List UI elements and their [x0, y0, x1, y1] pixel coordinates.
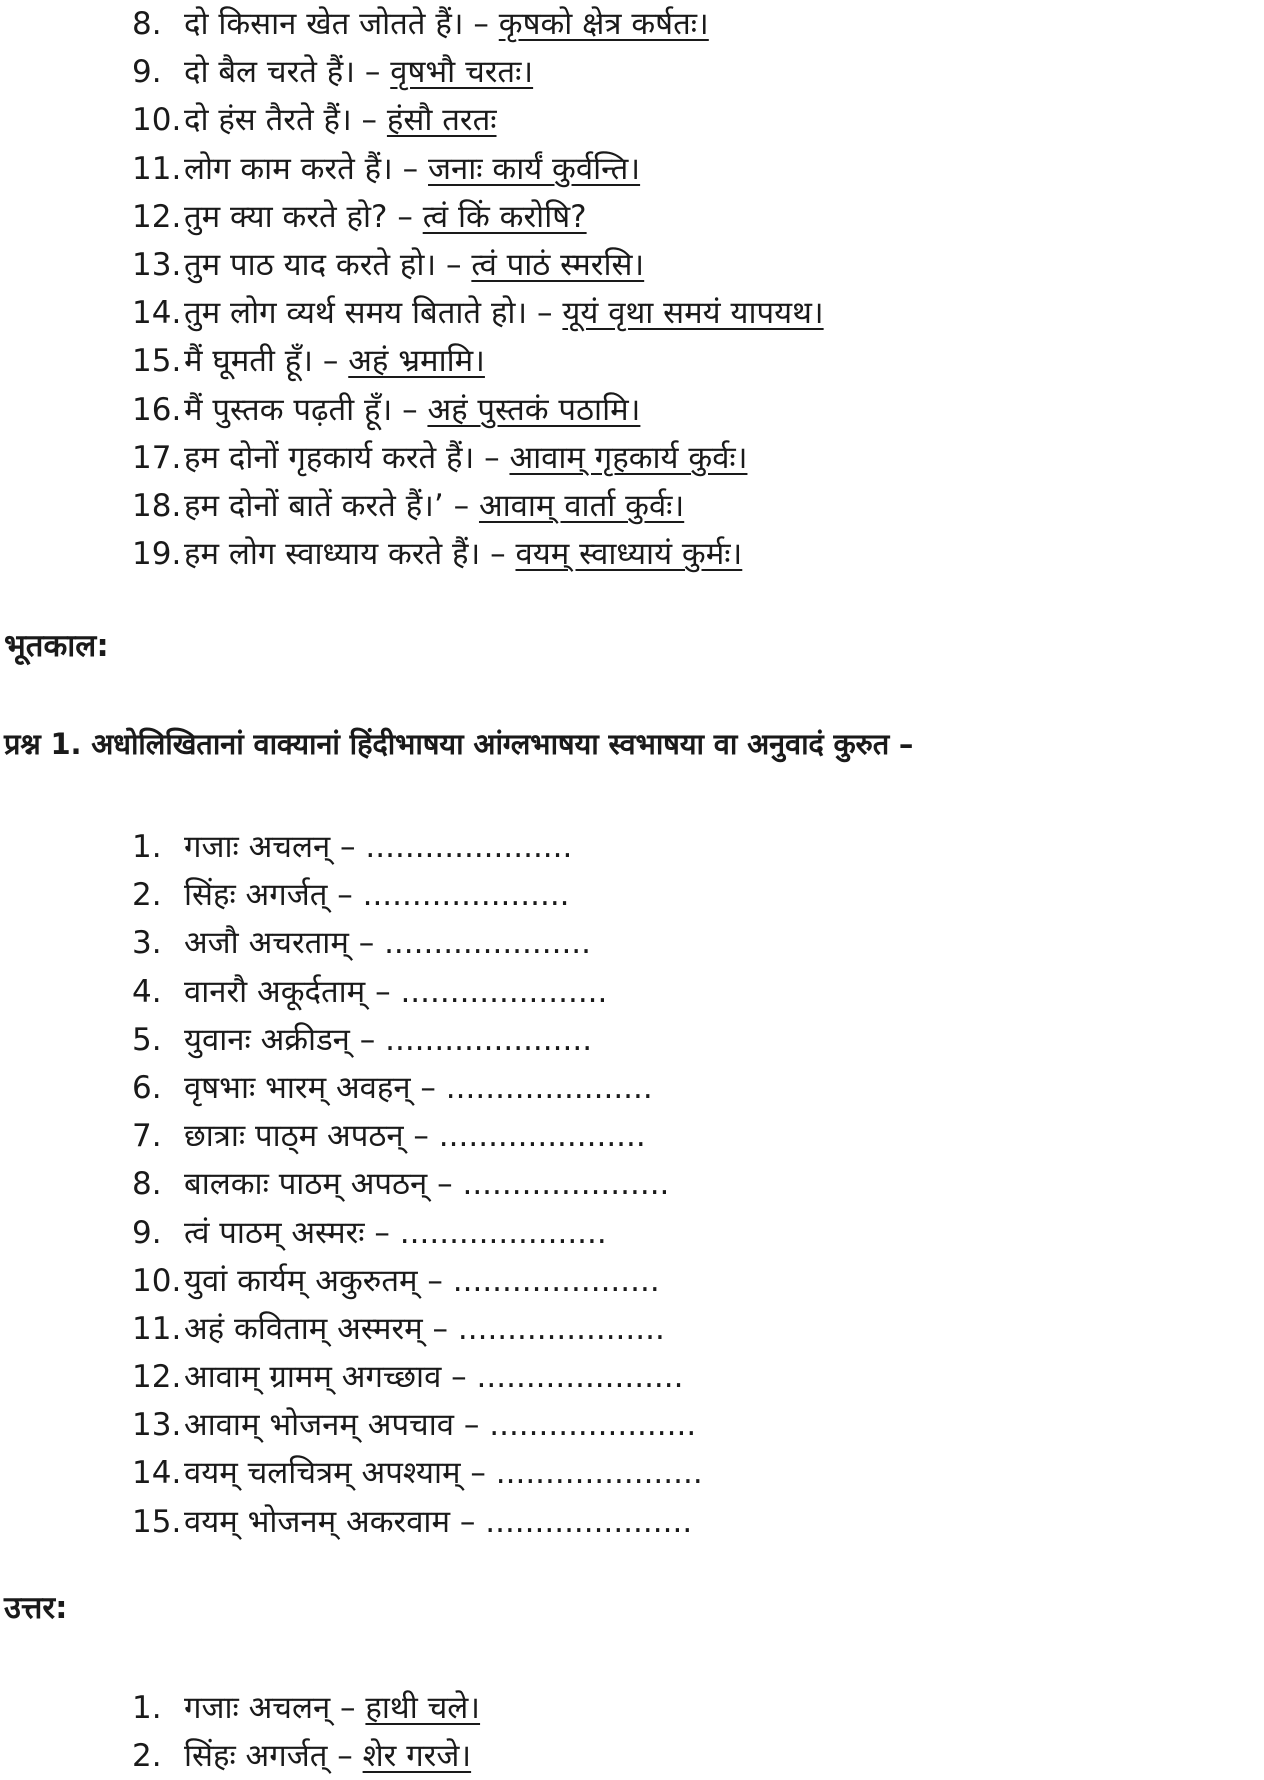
item-number: 10.	[132, 102, 182, 139]
dash-separator: –	[387, 198, 423, 235]
sanskrit-translation: आवाम् गृहकार्य कुर्वः।	[509, 439, 748, 476]
sanskrit-sentence: वयम् चलचित्रम् अपश्याम्	[184, 1455, 461, 1492]
sanskrit-sentence: युवानः अक्रीडन्	[184, 1021, 350, 1058]
sanskrit-translation: वयम् स्वाध्यायं कुर्मः।	[515, 536, 743, 573]
item-number: 1.	[132, 1690, 162, 1726]
item-number: 2.	[132, 877, 162, 914]
sanskrit-sentence: आवाम् ग्रामम् अगच्छाव	[184, 1359, 442, 1396]
item-number: 12.	[132, 198, 182, 235]
dash-separator: –	[364, 1214, 400, 1251]
dash-separator: –	[427, 1166, 463, 1203]
answer-blank: .....................	[445, 1069, 653, 1106]
answer-blank: .....................	[384, 925, 592, 962]
sanskrit-translation: त्वं पाठं स्मरसि।	[471, 246, 645, 283]
answer-heading: उत्तर:	[4, 1590, 68, 1626]
dash-separator: –	[355, 54, 391, 91]
question-text: प्रश्न 1. अधोलिखितानां वाक्यानां हिंदीभाषया आंग्लभाषया स्वभाषया वा अनुवादं कुरुत –	[4, 727, 914, 761]
dash-separator: –	[443, 487, 479, 524]
sanskrit-sentence: युवां कार्यम् अकुरुतम्	[184, 1262, 418, 1299]
list-item	[132, 434, 824, 482]
item-number: 8.	[132, 6, 162, 42]
item-number: 12.	[132, 1359, 182, 1396]
hindi-sentence: मैं पुस्तक पढ़ती हूँ।	[184, 391, 393, 428]
item-number: 5.	[132, 1021, 162, 1058]
answer-blank: .....................	[452, 1262, 660, 1299]
hindi-translation: शेर गरजे।	[362, 1738, 472, 1775]
list-item	[132, 1016, 703, 1064]
sanskrit-sentence: वानरौ अकूर्दताम्	[184, 973, 366, 1010]
sanskrit-translation: अहं पुस्तकं पठामि।	[427, 391, 641, 428]
past-tense-heading: भूतकाल:	[4, 628, 109, 664]
dash-separator: –	[392, 150, 429, 187]
dash-separator: –	[441, 1359, 477, 1396]
dash-separator: –	[392, 391, 428, 428]
list-item	[132, 145, 824, 193]
item-number: 19.	[132, 536, 182, 573]
answer-blank: .....................	[362, 877, 570, 914]
item-number: 9.	[132, 54, 162, 91]
exercise-list	[132, 823, 703, 1546]
list-item	[132, 337, 824, 385]
dash-separator: –	[480, 536, 516, 573]
dash-separator: –	[450, 1503, 486, 1540]
sanskrit-sentence: छात्राः पाठ्म अपठन्	[184, 1118, 404, 1155]
sanskrit-sentence: अहं कविताम् अस्मरम्	[184, 1310, 423, 1347]
answer-blank: .....................	[457, 1310, 665, 1347]
item-number: 14.	[132, 295, 182, 332]
item-number: 15.	[132, 1503, 182, 1540]
sanskrit-sentence: सिंहः अगर्जत्	[184, 1738, 328, 1775]
dash-separator: –	[313, 343, 349, 380]
sanskrit-translation: कृषको क्षेत्र कर्षतः।	[498, 6, 709, 42]
sanskrit-sentence: वयम् भोजनम् अकरवाम	[184, 1503, 451, 1540]
item-number: 10.	[132, 1262, 182, 1299]
answer-blank: .....................	[400, 973, 608, 1010]
item-number: 11.	[132, 150, 182, 187]
dash-separator: –	[417, 1262, 453, 1299]
dash-separator: –	[474, 439, 510, 476]
hindi-sentence: हम दोनों बातें करते हैं।’	[184, 487, 444, 524]
sanskrit-sentence: आवाम् भोजनम् अपचाव	[184, 1407, 455, 1444]
hindi-sentence: मैं घूमती हूँ।	[184, 343, 314, 380]
sanskrit-sentence: सिंहः अगर्जत्	[184, 877, 328, 914]
dash-separator: –	[365, 973, 401, 1010]
dash-separator: –	[327, 877, 363, 914]
hindi-sentence: तुम पाठ याद करते हो।	[184, 246, 437, 283]
sanskrit-translation: जनाः कार्यं कुर्वन्ति।	[428, 150, 641, 187]
list-item	[132, 1064, 703, 1112]
item-number: 14.	[132, 1455, 182, 1492]
list-item	[132, 1498, 703, 1546]
item-number: 4.	[132, 973, 162, 1010]
answer-blank: .....................	[476, 1359, 684, 1396]
dash-separator: –	[327, 1738, 363, 1775]
item-number: 18.	[132, 487, 182, 524]
item-number: 9.	[132, 1214, 162, 1251]
list-item	[132, 1732, 480, 1780]
item-number: 3.	[132, 925, 162, 962]
dash-separator: –	[348, 925, 385, 962]
list-item	[132, 919, 703, 967]
list-item	[132, 96, 824, 144]
hindi-translation: हाथी चले।	[365, 1690, 481, 1726]
sanskrit-translation: आवाम् वार्ता कुर्वः।	[478, 487, 685, 524]
sanskrit-sentence: त्वं पाठम् अस्मरः	[184, 1214, 365, 1251]
list-item	[132, 193, 824, 241]
dash-separator: –	[527, 295, 563, 332]
list-item	[132, 1684, 480, 1732]
list-item	[132, 871, 703, 919]
sanskrit-sentence: गजाः अचलन्	[184, 829, 331, 865]
dash-separator: –	[436, 246, 472, 283]
item-number: 16.	[132, 391, 182, 428]
dash-separator: –	[410, 1069, 446, 1106]
dash-separator: –	[349, 1021, 386, 1058]
answer-list	[132, 1684, 480, 1780]
dash-separator: –	[460, 1455, 496, 1492]
list-item	[132, 241, 824, 289]
list-item	[132, 289, 824, 337]
item-number: 6.	[132, 1069, 162, 1106]
list-item	[132, 1160, 703, 1208]
hindi-sentence: हम लोग स्वाध्याय करते हैं।	[184, 536, 481, 573]
dash-separator: –	[330, 829, 366, 865]
sanskrit-translation: वृषभौ चरतः।	[390, 54, 534, 91]
hindi-sentence: लोग काम करते हैं।	[184, 150, 393, 187]
item-number: 1.	[132, 829, 162, 865]
list-item	[132, 386, 824, 434]
sanskrit-translation: हंसौ तरतः	[386, 102, 497, 139]
sanskrit-sentence: बालकाः पाठम् अपठन्	[184, 1166, 428, 1203]
item-number: 2.	[132, 1738, 162, 1775]
hindi-sentence: दो हंस तैरते हैं।	[184, 102, 352, 139]
sanskrit-translation: त्वं किं करोषि?	[422, 198, 587, 235]
item-number: 13.	[132, 246, 182, 283]
list-item	[132, 1353, 703, 1401]
hindi-sentence: दो किसान खेत जोतते हैं।	[184, 6, 464, 42]
item-number: 7.	[132, 1118, 162, 1155]
answer-blank: .....................	[385, 1021, 593, 1058]
answer-blank: .....................	[485, 1503, 693, 1540]
sanskrit-translation: अहं भ्रमामि।	[348, 343, 485, 380]
list-item	[132, 530, 824, 578]
item-number: 11.	[132, 1310, 182, 1347]
item-number: 15.	[132, 343, 182, 380]
list-item	[132, 1209, 703, 1257]
list-item	[132, 823, 703, 871]
list-item	[132, 1449, 703, 1497]
answer-blank: .....................	[462, 1166, 670, 1203]
list-item	[132, 968, 703, 1016]
list-item	[132, 1401, 703, 1449]
answer-blank: .....................	[399, 1214, 607, 1251]
dash-separator: –	[454, 1407, 490, 1444]
dash-separator: –	[422, 1310, 458, 1347]
dash-separator: –	[351, 102, 387, 139]
answer-blank: .....................	[365, 829, 573, 865]
sanskrit-sentence: अजौ अचरताम्	[184, 925, 349, 962]
hindi-sentence: दो बैल चरते हैं।	[184, 54, 356, 91]
list-item	[132, 1112, 703, 1160]
dash-separator: –	[403, 1118, 439, 1155]
item-number: 17.	[132, 439, 182, 476]
list-item	[132, 0, 824, 48]
answer-blank: .....................	[489, 1407, 697, 1444]
hindi-sentence: हम दोनों गृहकार्य करते हैं।	[184, 439, 475, 476]
dash-separator: –	[330, 1690, 366, 1726]
list-item	[132, 1305, 703, 1353]
answer-blank: .....................	[495, 1455, 703, 1492]
item-number: 13.	[132, 1407, 182, 1444]
hindi-sentence: तुम लोग व्यर्थ समय बिताते हो।	[184, 295, 528, 332]
item-number: 8.	[132, 1166, 162, 1203]
list-item	[132, 1257, 703, 1305]
present-tense-answer-list	[132, 0, 824, 578]
sanskrit-translation: यूयं वृथा समयं यापयथ।	[562, 295, 824, 332]
sanskrit-sentence: वृषभाः भारम् अवहन्	[184, 1069, 411, 1106]
answer-blank: .....................	[438, 1118, 646, 1155]
list-item	[132, 48, 824, 96]
hindi-sentence: तुम क्या करते हो?	[184, 198, 388, 235]
sanskrit-sentence: गजाः अचलन्	[184, 1690, 331, 1726]
list-item	[132, 482, 824, 530]
dash-separator: –	[463, 6, 499, 42]
